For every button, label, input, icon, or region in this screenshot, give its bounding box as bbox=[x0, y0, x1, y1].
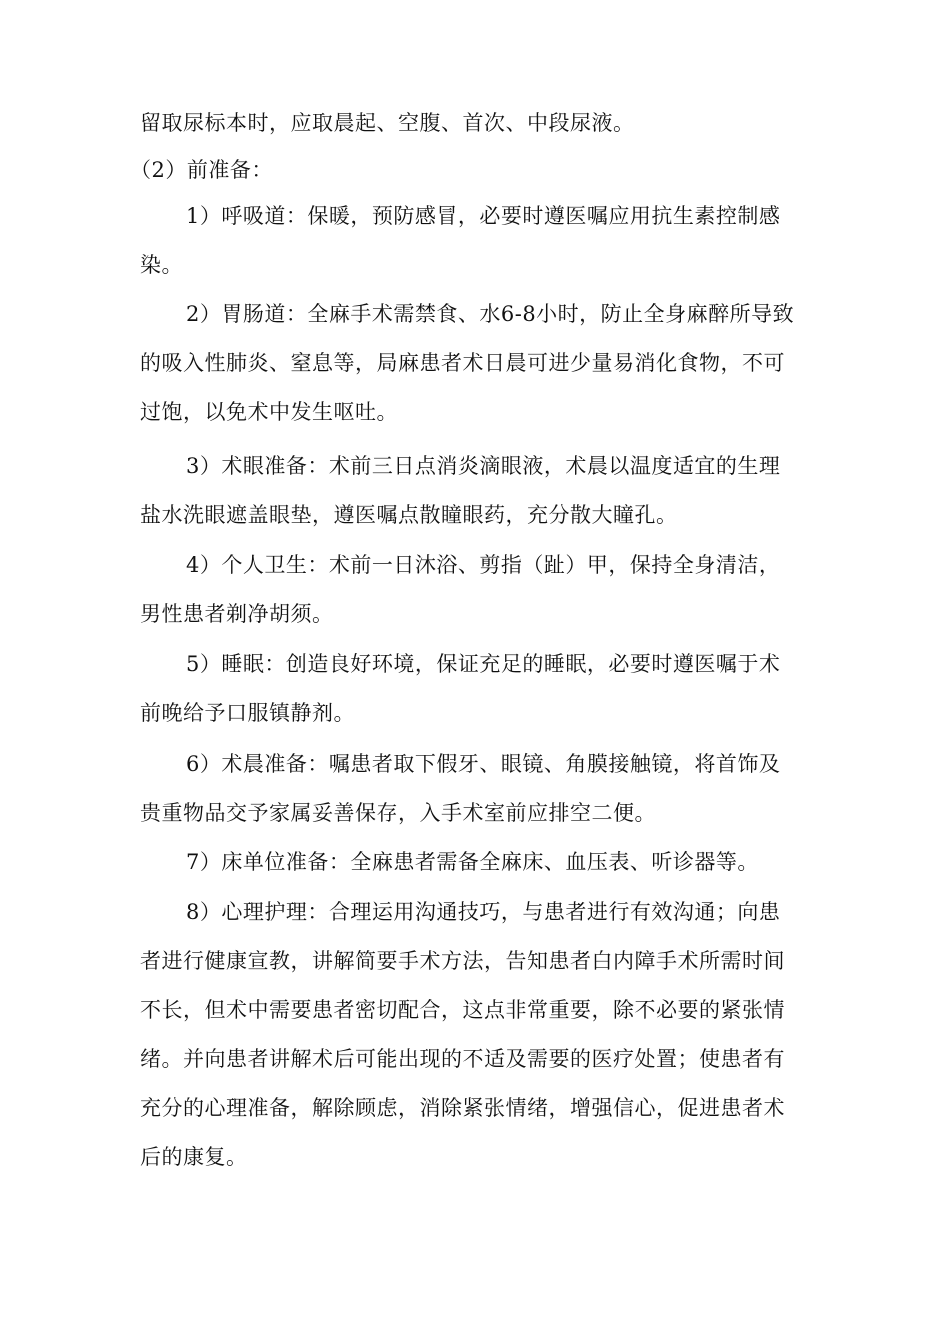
paragraph-line: 6）术晨准备：嘱患者取下假牙、眼镜、角膜接触镜，将首饰及 bbox=[186, 752, 781, 776]
paragraph-line: 染。 bbox=[140, 253, 183, 277]
paragraph-line: 7）床单位准备：全麻患者需备全麻床、血压表、听诊器等。 bbox=[186, 850, 759, 874]
paragraph-line: 充分的心理准备，解除顾虑，消除紧张情绪，增强信心，促进患者术 bbox=[140, 1096, 785, 1120]
paragraph-line: 绪。并向患者讲解术后可能出现的不适及需要的医疗处置；使患者有 bbox=[140, 1047, 785, 1071]
paragraph-line: 2）胃肠道：全麻手术需禁食、水6-8小时，防止全身麻醉所导致 bbox=[186, 302, 795, 326]
paragraph-line: 盐水洗眼遮盖眼垫，遵医嘱点散瞳眼药，充分散大瞳孔。 bbox=[140, 503, 678, 527]
paragraph-line: 不长，但术中需要患者密切配合，这点非常重要，除不必要的紧张情 bbox=[140, 998, 785, 1022]
paragraph-line: 4）个人卫生：术前一日沐浴、剪指（趾）甲，保持全身清洁， bbox=[186, 553, 781, 577]
paragraph-line: 3）术眼准备：术前三日点消炎滴眼液，术晨以温度适宜的生理 bbox=[186, 454, 781, 478]
paragraph-line: 过饱，以免术中发生呕吐。 bbox=[140, 400, 398, 424]
paragraph-line: 1）呼吸道：保暖，预防感冒，必要时遵医嘱应用抗生素控制感 bbox=[186, 204, 781, 228]
paragraph-line: 者进行健康宣教，讲解简要手术方法，告知患者白内障手术所需时间 bbox=[140, 949, 785, 973]
text-line: 留取尿标本时，应取晨起、空腹、首次、中段尿液。 bbox=[140, 111, 635, 135]
paragraph-line: 前晚给予口服镇静剂。 bbox=[140, 701, 355, 725]
paragraph-line: 8）心理护理：合理运用沟通技巧，与患者进行有效沟通；向患 bbox=[186, 900, 781, 924]
paragraph-line: 5）睡眠：创造良好环境，保证充足的睡眠，必要时遵医嘱于术 bbox=[186, 652, 781, 676]
paragraph-line: 贵重物品交予家属妥善保存，入手术室前应排空二便。 bbox=[140, 801, 656, 825]
paragraph-line: 男性患者剃净胡须。 bbox=[140, 602, 334, 626]
paragraph-line: 后的康复。 bbox=[140, 1145, 248, 1169]
paragraph-line: 的吸入性肺炎、窒息等，局麻患者术日晨可进少量易消化食物，不可 bbox=[140, 351, 785, 375]
section-heading: （2）前准备： bbox=[130, 158, 273, 182]
